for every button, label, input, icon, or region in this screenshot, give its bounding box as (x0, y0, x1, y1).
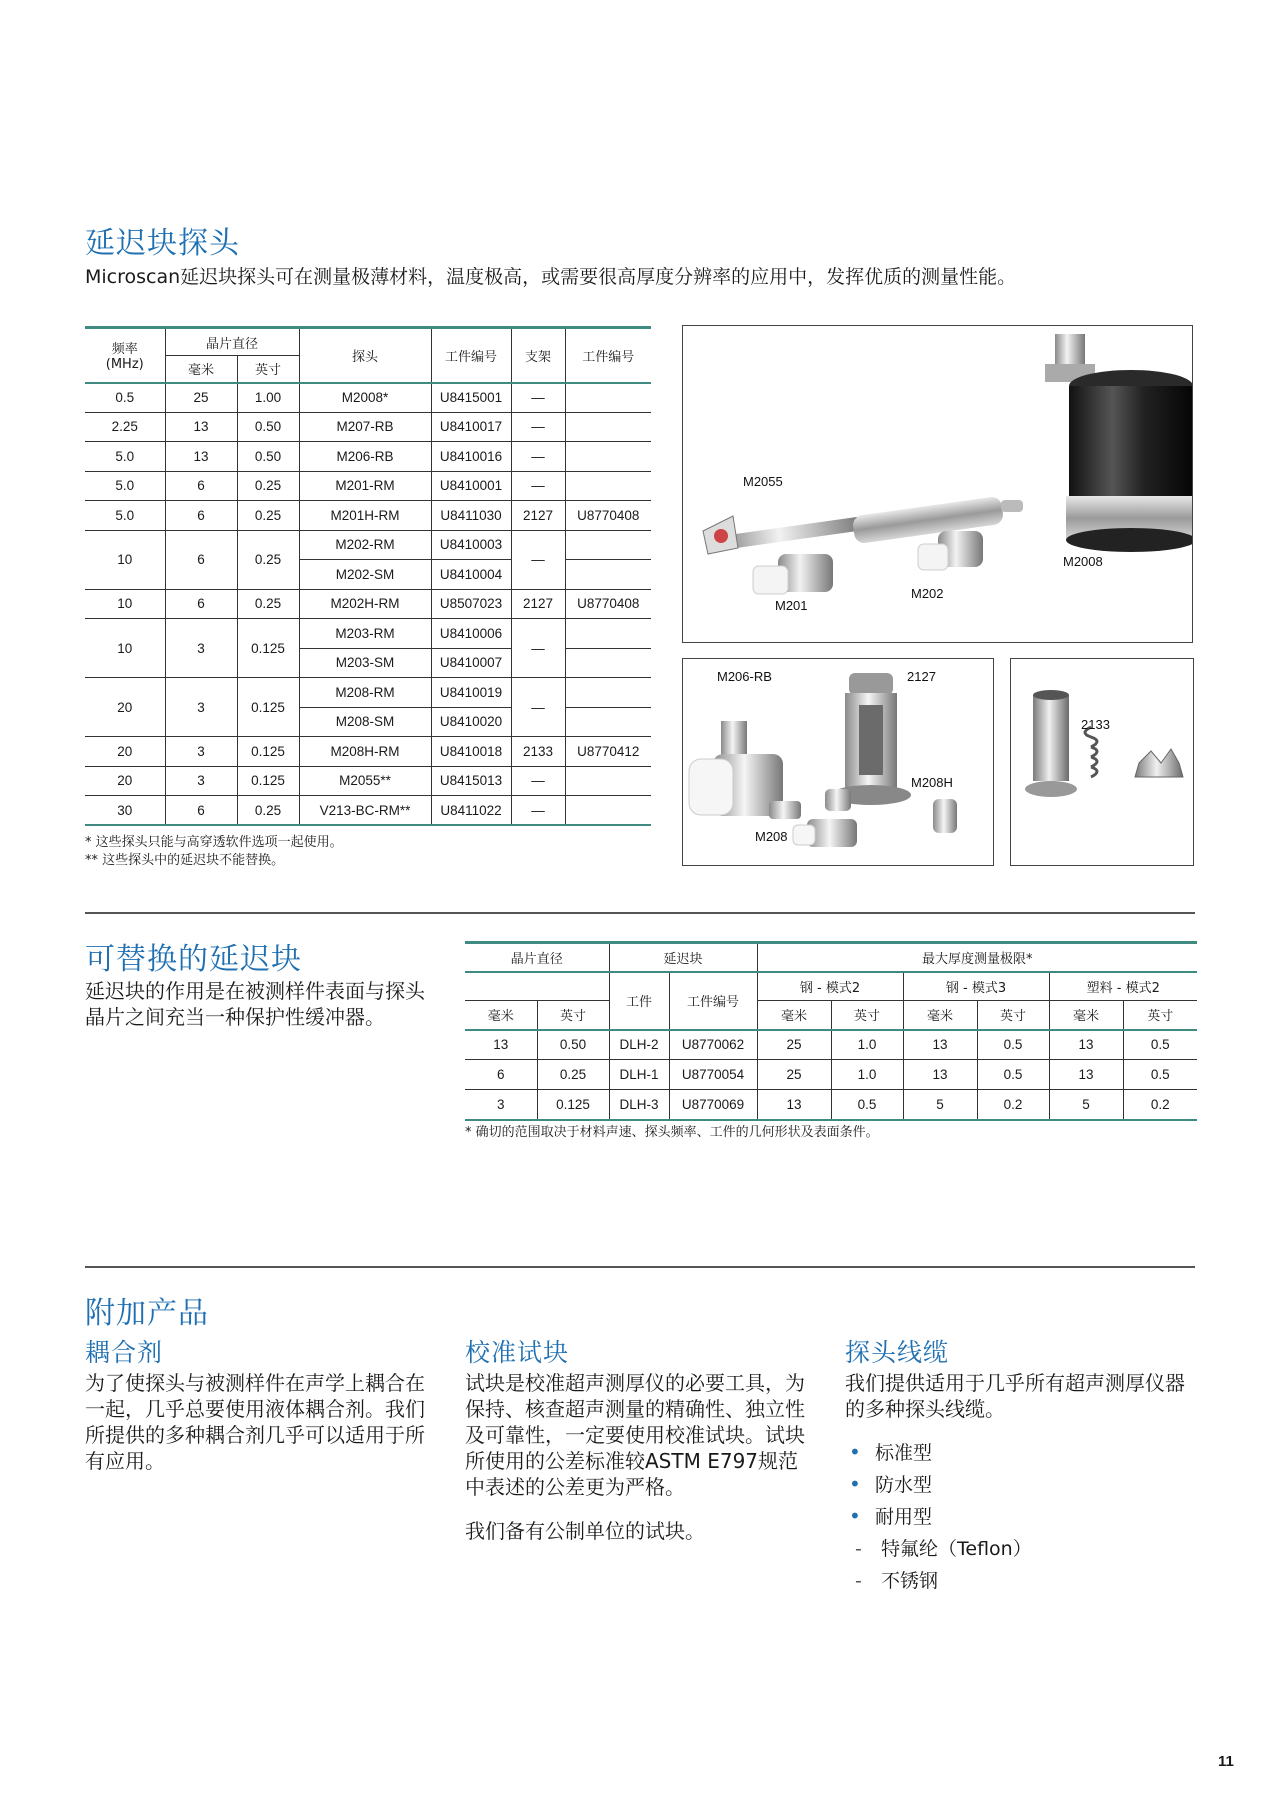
calibration-text-2: 我们备有公制单位的试块。 (465, 1519, 705, 1543)
note-2: ** 这些探头中的延迟块不能替换。 (85, 853, 285, 868)
table-row: M202-SM U8410004 (85, 560, 651, 590)
calibration-text-1: 试块是校准超声测厚仪的必要工具，为保持、核查超声测量的精确性、独立性及可靠性，一定要使用校准试块。试块所使用的公差标准较ASTM E797规范中表述的公差更为严格。 (465, 1371, 805, 1499)
note-1: * 这些探头只能与高穿透软件选项一起使用。 (85, 835, 343, 850)
table-row: 5.0 13 0.50 M206-RB U8410016 — (85, 442, 651, 472)
subtitle-cables: 探头线缆 (845, 1338, 950, 1367)
table-row: 13 0.50 DLH-2 U8770062 25 1.0 13 0.5 13 0.5 (465, 1030, 1197, 1060)
table-row: 20 3 0.125 M208H-RM U8410018 2133 U8770412 (85, 737, 651, 767)
couplant-text: 为了使探头与被测样件在声学上耦合在一起，几乎总要使用液体耦合剂。我们所提供的多种耦合剂几乎可以适用于所有应用。 (85, 1371, 425, 1473)
col-s3-mm: 毫米 (903, 1001, 977, 1030)
table-row: 30 6 0.25 V213-BC-RM** U8411022 — (85, 796, 651, 826)
table-row: 3 0.125 DLH-3 U8770069 13 0.5 5 0.2 5 0.2 (465, 1090, 1197, 1120)
col-bracket-part: 工件编号 (565, 328, 651, 383)
section2-text: 延迟块的作用是在被测样件表面与探头晶片之间充当一种保护性缓冲器。 (85, 979, 425, 1029)
col-s2-inch: 英寸 (831, 1001, 903, 1030)
col-freq: 频率 (MHz) (85, 328, 165, 383)
col-part: 工件编号 (431, 328, 511, 383)
table-row: 10 6 0.25 M202H-RM U8507023 2127 U8770408 (85, 589, 651, 619)
photo-delay-probes (682, 658, 994, 866)
col-p2-mm: 毫米 (1049, 1001, 1123, 1030)
col-inch: 英寸 (237, 356, 299, 383)
probe-table-notes (85, 834, 343, 870)
label-2133: 2133 (1081, 717, 1110, 732)
subtitle-couplant: 耦合剂 (85, 1338, 164, 1367)
col-p2-inch: 英寸 (1123, 1001, 1197, 1030)
list-item: • 耐用型 (845, 1501, 1195, 1533)
photo-probe-kit (682, 325, 1193, 643)
probe-table (85, 326, 651, 826)
list-subitem: - 特氟纶（Teflon） (845, 1533, 1195, 1565)
page-number: 11 (1218, 1753, 1234, 1770)
label-m208: M208 (755, 829, 788, 844)
table-row: 20 3 0.125 M208-RM U8410019 — (85, 678, 651, 708)
delay-table-note: * 确切的范围取决于材料声速、探头频率、工件的几何形状及表面条件。 (465, 1125, 879, 1140)
label-m2008: M2008 (1063, 554, 1103, 569)
col-s3-inch: 英寸 (977, 1001, 1049, 1030)
divider-1 (85, 912, 1195, 914)
bracket-2133-illustration (1011, 659, 1194, 866)
col-part: 工件 (609, 972, 669, 1030)
label-m2055: M2055 (743, 474, 783, 489)
table-row: M208-SM U8410020 (85, 707, 651, 737)
subtitle-calibration-blocks: 校准试块 (465, 1338, 570, 1367)
table-row: 10 6 0.25 M202-RM U8410003 — (85, 530, 651, 560)
table-row: 6 0.25 DLH-1 U8770054 25 1.0 13 0.5 13 0.5 (465, 1060, 1197, 1090)
col-max-thickness: 最大厚度测量极限* (757, 943, 1197, 972)
col-steel-mode3: 钢 - 模式3 (903, 972, 1049, 1001)
table-row: 10 3 0.125 M203-RM U8410006 — (85, 619, 651, 649)
list-item: • 防水型 (845, 1469, 1195, 1501)
list-subitem: - 不锈钢 (845, 1565, 1195, 1597)
table-row: M203-SM U8410007 (85, 648, 651, 678)
col-plastic-mode2: 塑料 - 模式2 (1049, 972, 1197, 1001)
delay-probes-illustration (683, 659, 994, 866)
table-row: 5.0 6 0.25 M201H-RM U8411030 2127 U8770408 (85, 501, 651, 531)
divider-2 (85, 1266, 1195, 1268)
section-title-delay-probes: 延迟块探头 (85, 226, 240, 261)
table-row: 2.25 13 0.50 M207-RB U8410017 — (85, 412, 651, 442)
col-mm: 毫米 (465, 1001, 537, 1030)
section-intro: Microscan延迟块探头可在测量极薄材料，温度极高，或需要很高厚度分辨率的应用中，发挥优质的测量性能。 (85, 266, 1017, 288)
list-item: • 标准型 (845, 1437, 1195, 1469)
col-probe: 探头 (299, 328, 431, 383)
col-partno: 工件编号 (669, 972, 757, 1030)
col-mm: 毫米 (165, 356, 237, 383)
section-title-delay-lines: 可替换的延迟块 (85, 942, 302, 977)
col-steel-mode2: 钢 - 模式2 (757, 972, 903, 1001)
label-m201: M201 (775, 598, 808, 613)
table-row: 5.0 6 0.25 M201-RM U8410001 — (85, 471, 651, 501)
col-inch: 英寸 (537, 1001, 609, 1030)
photo-bracket-2133 (1010, 658, 1194, 866)
table-row: 20 3 0.125 M2055** U8415013 — (85, 766, 651, 796)
col-delay: 延迟块 (609, 943, 757, 972)
label-m208h: M208H (911, 775, 953, 790)
col-crystal: 晶片直径 (165, 328, 299, 356)
delay-table (465, 941, 1197, 1121)
cable-type-list (845, 1437, 1195, 1597)
table-row: 0.5 25 1.00 M2008* U8415001 — (85, 383, 651, 413)
col-bracket: 支架 (511, 328, 565, 383)
cables-text: 我们提供适用于几乎所有超声测厚仪器的多种探头线缆。 (845, 1371, 1185, 1421)
label-m206rb: M206-RB (717, 669, 772, 684)
label-2127: 2127 (907, 669, 936, 684)
col-crystal: 晶片直径 (465, 943, 609, 972)
label-m202: M202 (911, 586, 944, 601)
section-title-accessories: 附加产品 (85, 1296, 209, 1331)
col-s2-mm: 毫米 (757, 1001, 831, 1030)
